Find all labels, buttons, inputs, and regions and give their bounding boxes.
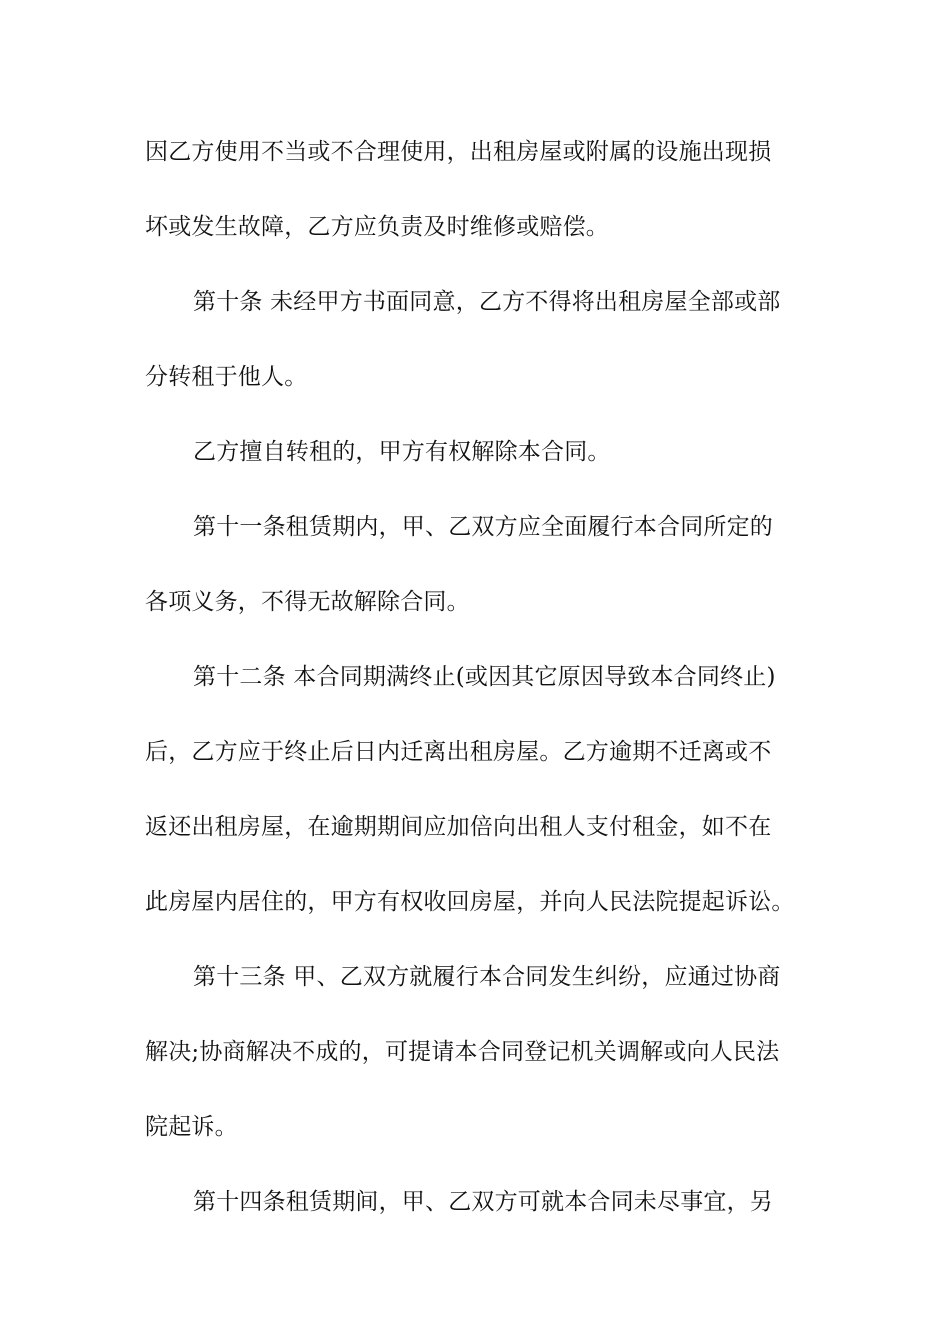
article-14-heading-line: 第十四条租赁期间，甲、乙双方可就本合同未尽事宜，另 xyxy=(193,1189,773,1215)
text-line: 院起诉。 xyxy=(145,1114,238,1140)
text-line: 此房屋内居住的，甲方有权收回房屋，并向人民法院提起诉讼。 xyxy=(145,889,795,915)
article-12-heading-line: 第十二条 本合同期满终止(或因其它原因导致本合同终止) xyxy=(193,664,776,690)
text-line: 后，乙方应于终止后日内迁离出租房屋。乙方逾期不迁离或不 xyxy=(145,739,772,765)
text-line: 分转租于他人。 xyxy=(145,364,308,390)
paragraph-start-line: 乙方擅自转租的，甲方有权解除本合同。 xyxy=(193,439,611,465)
text-line: 坏或发生故障，乙方应负责及时维修或赔偿。 xyxy=(145,214,609,240)
article-10-heading-line: 第十条 未经甲方书面同意，乙方不得将出租房屋全部或部 xyxy=(193,289,781,315)
text-line: 各项义务，不得无故解除合同。 xyxy=(145,589,470,615)
text-line: 解决;协商解决不成的，可提请本合同登记机关调解或向人民法 xyxy=(145,1039,780,1065)
article-11-heading-line: 第十一条租赁期内，甲、乙双方应全面履行本合同所定的 xyxy=(193,514,773,540)
article-13-heading-line: 第十三条 甲、乙双方就履行本合同发生纠纷，应通过协商 xyxy=(193,964,781,990)
text-line: 因乙方使用不当或不合理使用，出租房屋或附属的设施出现损 xyxy=(145,139,772,165)
text-line: 返还出租房屋，在逾期期间应加倍向出租人支付租金，如不在 xyxy=(145,814,772,840)
